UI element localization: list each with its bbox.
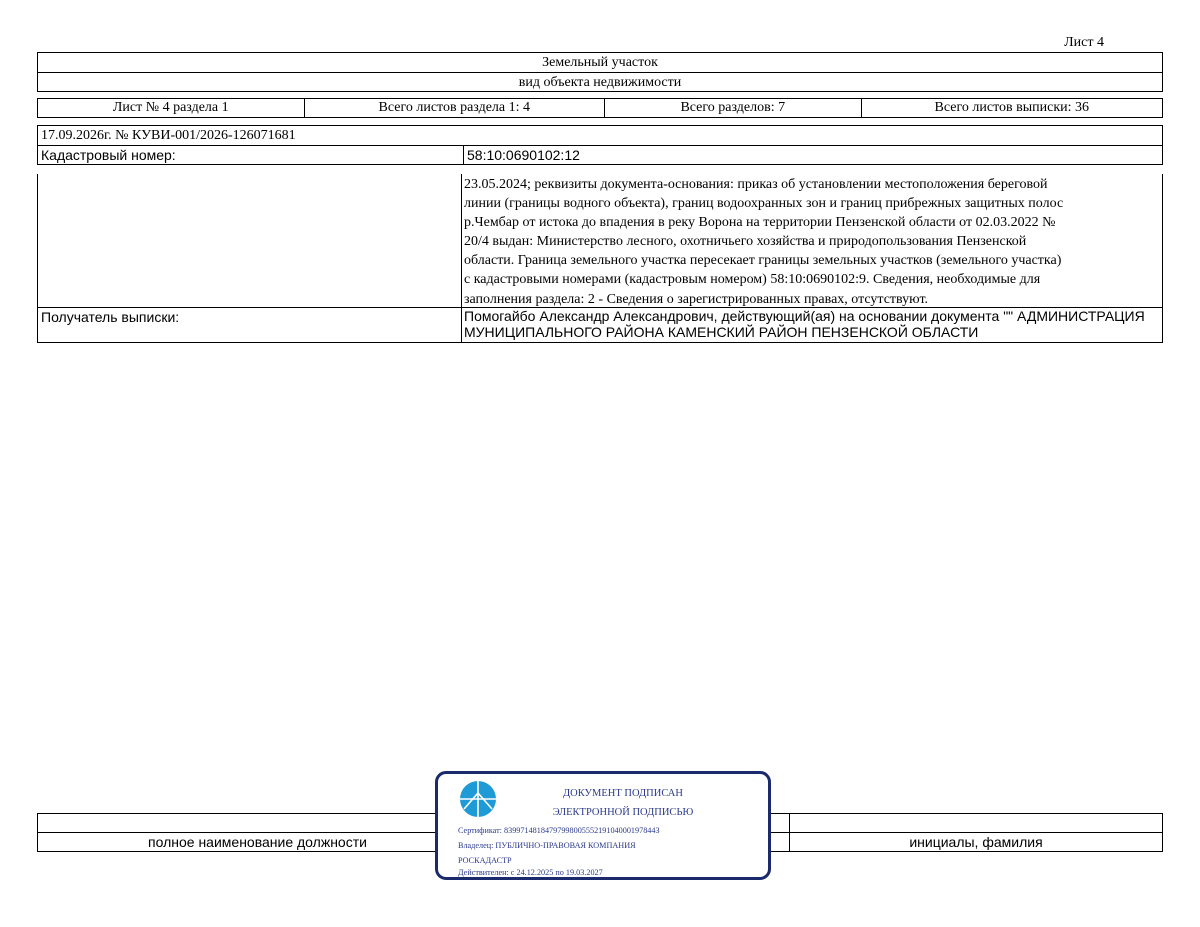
text-line: р.Чембар от истока до впадения в реку Ворона на территории Пензенской области от 02.03.2022 №: [464, 215, 1056, 231]
stamp-title-line1: ДОКУМЕНТ ПОДПИСАН: [563, 788, 683, 799]
sheet-of-section-cell: Лист № 4 раздела 1: [38, 99, 305, 117]
text-line: Помогайбо Александр Александрович, действующий(ая) на основании документа "" АДМИНИСТРАЦИЯ: [464, 308, 1145, 324]
column-divider: [461, 174, 462, 343]
text-line: линии (границы водного объекта), границ водоохранных зон и границ прибрежных защитных полос: [464, 196, 1064, 212]
extract-sheets-total-cell: Всего листов выписки: 36: [934, 100, 1090, 115]
electronic-signature-stamp: [435, 771, 771, 880]
text-line: 20/4 выдан: Министерство лесного, охотничьего хозяйства и природопользования Пензенской: [464, 234, 1027, 250]
text-line: заполнения раздела: 2 - Сведения о зарегистрированных правах, отсутствуют.: [464, 291, 929, 307]
sheet-info-table: [37, 98, 1163, 118]
sheet-number-label: Лист 4: [1064, 35, 1104, 50]
recipient-value: [464, 308, 1164, 340]
position-caption: полное наименование должности: [148, 834, 367, 850]
sections-total-cell: Всего разделов: 7: [605, 99, 862, 117]
text-line: с кадастровыми номерами (кадастровым номером) 58:10:0690102:9. Сведения, необходимые для: [464, 272, 1041, 288]
text-line: области. Граница земельного участка пересекает границы земельных участков (земельного участка): [464, 253, 1062, 269]
roskadastr-logo-icon: [459, 780, 497, 818]
section-sheets-total-cell: Всего листов раздела 1: 4: [305, 99, 605, 117]
text-line: 23.05.2024; реквизиты документа-основания: приказ об установлении местоположения береговой: [464, 177, 1048, 192]
cadastral-number-value: 58:10:0690102:12: [463, 146, 580, 164]
stamp-validity: Действителен: с 24.12.2025 по 19.03.2027: [458, 868, 603, 877]
cadastral-row: [38, 146, 1162, 164]
name-caption: инициалы, фамилия: [909, 834, 1043, 850]
stamp-owner-continued: РОСКАДАСТР: [458, 856, 512, 865]
object-subtitle: вид объекта недвижимости: [38, 72, 1162, 92]
object-type-table: [37, 52, 1163, 92]
request-table: [37, 125, 1163, 165]
cadastral-number-label: Кадастровый номер:: [41, 147, 176, 163]
stamp-owner: Владелец: ПУБЛИЧНО-ПРАВОВАЯ КОМПАНИЯ: [458, 841, 636, 850]
stamp-certificate: Сертификат: 8399714818479799800555219104000197844З: [458, 826, 660, 835]
special-notes-text: [464, 175, 1154, 309]
request-reference: 17.09.2026г. № КУВИ-001/2026-126071681: [38, 126, 1162, 146]
object-title: Земельный участок: [542, 55, 658, 70]
recipient-label: Получатель выписки:: [41, 309, 180, 325]
stamp-title-line2: ЭЛЕКТРОННОЙ ПОДПИСЬЮ: [552, 807, 694, 818]
text-line: МУНИЦИПАЛЬНОГО РАЙОНА КАМЕНСКИЙ РАЙОН ПЕНЗЕНСКОЙ ОБЛАСТИ: [464, 324, 979, 340]
